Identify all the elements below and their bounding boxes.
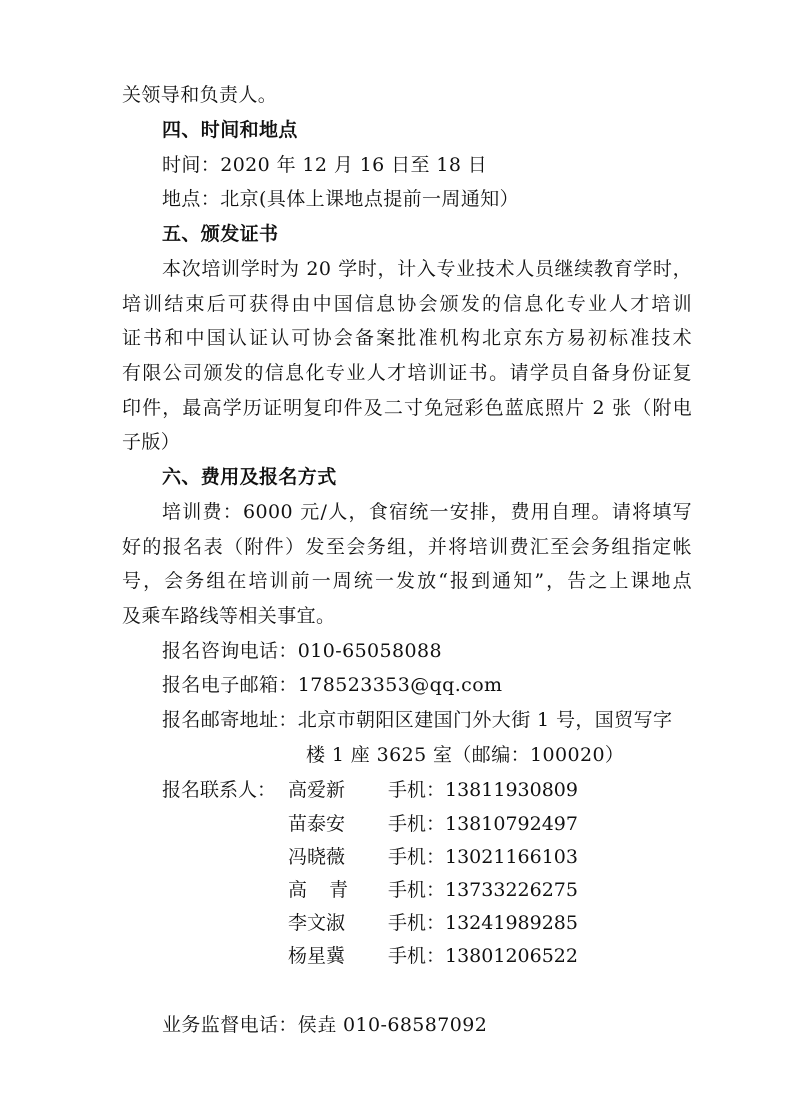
contact-phone: 手机：13021166103 bbox=[388, 846, 578, 868]
contact-name: 高爱新 bbox=[288, 779, 346, 801]
registration-phone: 报名咨询电话：010-65058088 bbox=[162, 640, 442, 662]
contact-phone: 手机：13811930809 bbox=[388, 779, 578, 801]
section-5-heading: 五、颁发证书 bbox=[162, 223, 279, 245]
contact-name: 李文淑 bbox=[288, 912, 346, 934]
supervision-phone: 业务监督电话：侯垚 010-68587092 bbox=[162, 1014, 488, 1036]
contact-name: 杨星冀 bbox=[288, 945, 346, 967]
section-5-paragraph-line: 证书和中国认证认可协会备案批准机构北京东方易初标准技术 bbox=[122, 327, 692, 349]
section-5-paragraph-line: 本次培训学时为 20 学时，计入专业技术人员继续教育学时， bbox=[162, 258, 692, 280]
section-5-paragraph-line: 印件，最高学历证明复印件及二寸免冠彩色蓝底照片 2 张（附电 bbox=[122, 397, 692, 419]
contact-phone: 手机：13810792497 bbox=[388, 813, 578, 835]
contact-phone: 手机：13241989285 bbox=[388, 912, 578, 934]
section-5-paragraph-line: 培训结束后可获得由中国信息协会颁发的信息化专业人才培训 bbox=[122, 293, 692, 315]
section-6-paragraph-line: 好的报名表（附件）发至会务组，并将培训费汇至会务组指定帐 bbox=[122, 536, 692, 558]
registration-email: 报名电子邮箱：178523353@qq.com bbox=[162, 674, 503, 696]
intro-continuation: 关领导和负责人。 bbox=[122, 84, 278, 106]
section-6-heading: 六、费用及报名方式 bbox=[162, 466, 337, 488]
mailing-address-line: 楼 1 座 3625 室（邮编：100020） bbox=[306, 744, 625, 766]
contact-phone: 手机：13801206522 bbox=[388, 945, 578, 967]
section-5-paragraph-line: 子版） bbox=[122, 431, 181, 453]
contact-name: 冯晓薇 bbox=[288, 846, 346, 868]
time-line: 时间：2020 年 12 月 16 日至 18 日 bbox=[162, 154, 488, 176]
contact-name: 苗泰安 bbox=[288, 813, 346, 835]
section-6-paragraph-line: 及乘车路线等相关事宜。 bbox=[122, 605, 336, 627]
mailing-address-line: 报名邮寄地址：北京市朝阳区建国门外大街 1 号，国贸写字 bbox=[162, 709, 673, 731]
section-4-heading: 四、时间和地点 bbox=[162, 119, 298, 141]
section-6-paragraph-line: 培训费：6000 元/人，食宿统一安排，费用自理。请将填写 bbox=[162, 501, 692, 523]
place-line: 地点：北京(具体上课地点提前一周通知） bbox=[162, 188, 520, 210]
contact-phone: 手机：13733226275 bbox=[388, 879, 578, 901]
section-5-paragraph-line: 有限公司颁发的信息化专业人才培训证书。请学员自备身份证复 bbox=[122, 362, 692, 384]
contact-name: 高青 bbox=[288, 879, 348, 901]
contacts-label: 报名联系人： bbox=[162, 779, 277, 801]
section-6-paragraph-line: 号，会务组在培训前一周统一发放“报到通知”，告之上课地点 bbox=[122, 570, 692, 592]
